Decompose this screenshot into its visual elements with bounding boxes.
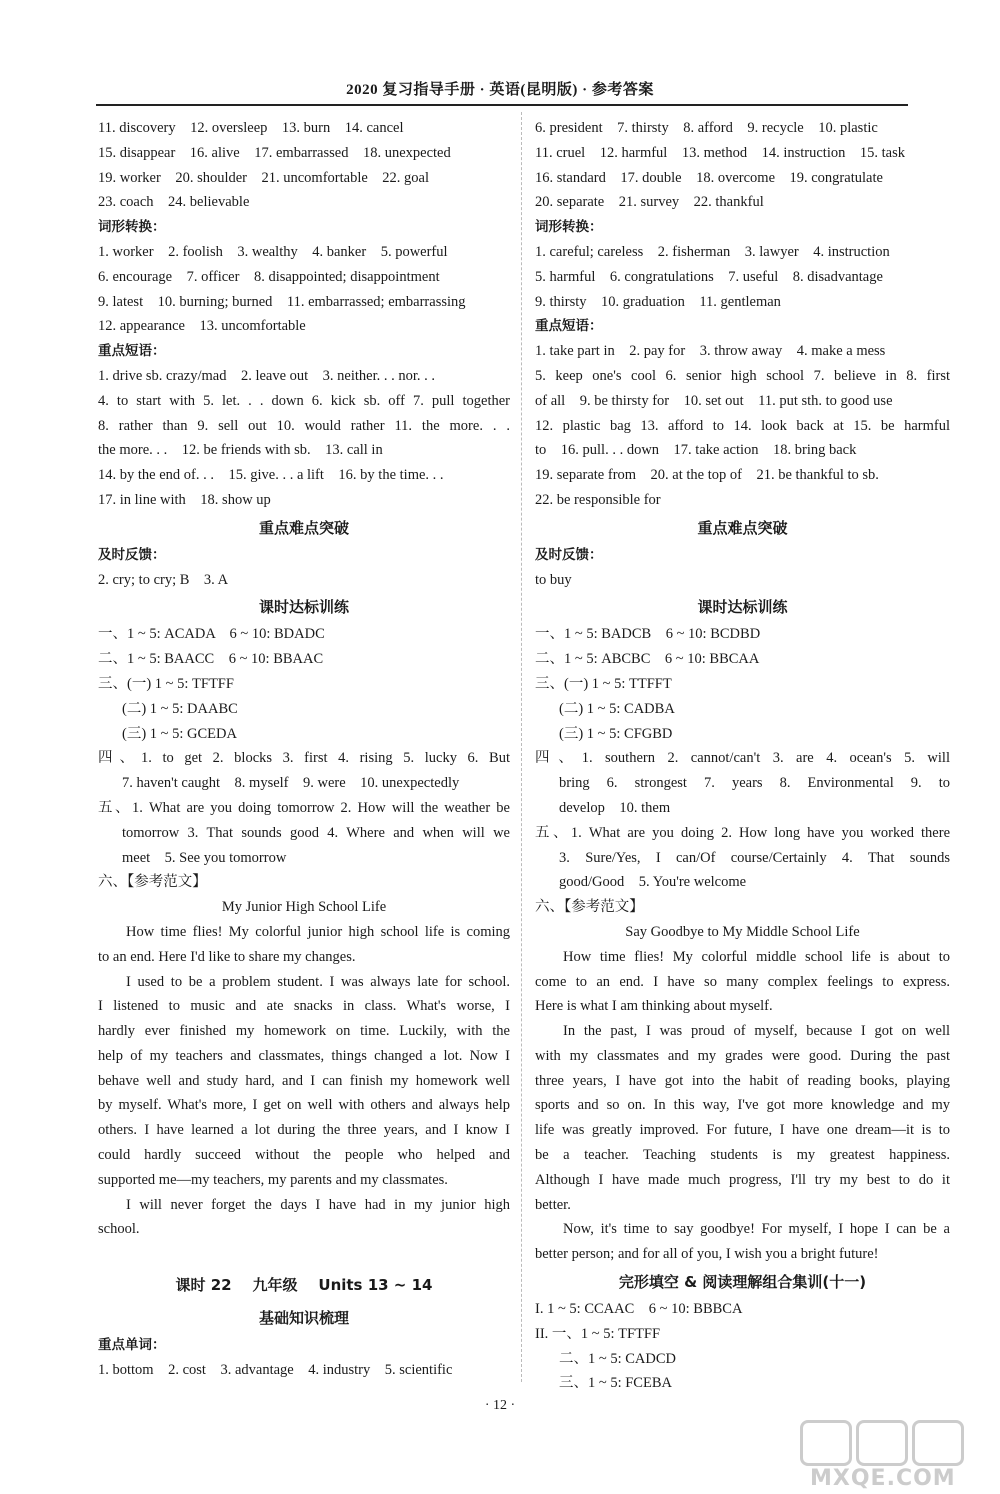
- text-line: Here is what I am thinking about myself.: [535, 998, 773, 1015]
- section-heading: 课时 22 九年级 Units 13 ~ 14: [175, 1276, 433, 1295]
- text-line: 11. discovery 12. oversleep 13. burn 14. cancel: [98, 120, 404, 136]
- text-line: 二、1 ~ 5: ABCBC 6 ~ 10: BBCAA: [535, 651, 760, 668]
- text-line: 五、1. What are you doing tomorrow 2. How will the weather be: [98, 799, 510, 816]
- text-line: come to an end. I have so many complex feelings to express.: [535, 973, 950, 990]
- text-line: hardly ever finished my homework on time. Luckily, with the: [98, 1023, 510, 1040]
- text-line: 15. disappear 16. alive 17. embarrassed 18. unexpected: [98, 144, 451, 161]
- text-line: (三) 1 ~ 5: GCEDA: [122, 725, 237, 742]
- text-line: How time flies! My colorful middle school life is about to: [563, 948, 950, 965]
- text-line: with my classmates and my grades were good. During the past: [535, 1047, 950, 1064]
- text-line: of all 9. be thirsty for 10. set out 11. put sth. to good use: [535, 392, 893, 409]
- text-line: Now, it's time to say goodbye! For myself, I hope I can be a: [563, 1221, 950, 1238]
- section-heading: 课时达标训练: [258, 598, 349, 617]
- text-line: 三、1 ~ 5: FCEBA: [559, 1375, 672, 1392]
- text-line: Say Goodbye to My Middle School Life: [625, 923, 860, 940]
- text-line: 6. encourage 7. officer 8. disappointed; disappointment: [98, 268, 440, 285]
- text-line: others. I have learned a lot during the three years, and I know I: [98, 1122, 510, 1139]
- text-line: How time flies! My colorful junior high school life is coming: [126, 923, 510, 940]
- text-line: better person; and for all of you, I wish you a bright future!: [535, 1246, 879, 1263]
- subheading: 重点短语：: [98, 343, 166, 360]
- text-line: 1. bottom 2. cost 3. advantage 4. industry 5. scientific: [98, 1361, 453, 1378]
- text-line: 19. worker 20. shoulder 21. uncomfortable 22. goal: [98, 169, 430, 186]
- text-line: bring 6. strongest 7. years 8. Environmental 9. to: [559, 775, 950, 792]
- text-line: [98, 1242, 510, 1267]
- watermark-site: MXQE.COM: [810, 1466, 956, 1491]
- column-divider: [521, 112, 522, 1382]
- left-column: [98, 116, 510, 1383]
- text-line: 四、1. southern 2. cannot/can't 3. are 4. ocean's 5. will: [535, 750, 950, 767]
- text-line: 1. drive sb. crazy/mad 2. leave out 3. neither. . . nor. . .: [98, 367, 436, 384]
- text-line: meet 5. See you tomorrow: [122, 849, 287, 866]
- text-line: 一、1 ~ 5: BADCB 6 ~ 10: BCDBD: [535, 626, 761, 643]
- section-heading: 基础知识梳理: [258, 1309, 349, 1328]
- text-line: by myself. What's more, I get on well with others and always help: [98, 1097, 510, 1114]
- text-line: could hardly succeed without the people who helped and: [98, 1147, 510, 1164]
- text-line: 22. be responsible for: [535, 491, 661, 508]
- text-line: to an end. Here I'd like to share my changes.: [98, 948, 356, 965]
- text-line: school.: [98, 1221, 140, 1238]
- text-line: 五、1. What are you doing 2. How long have you worked there: [535, 824, 950, 841]
- text-line: good/Good 5. You're welcome: [559, 874, 747, 891]
- text-line: 6. president 7. thirsty 8. afford 9. recycle 10. plastic: [535, 120, 878, 136]
- text-line: 二、1 ~ 5: BAACC 6 ~ 10: BBAAC: [98, 651, 324, 668]
- text-line: help of my teachers and classmates, things changed a lot. Now I: [98, 1047, 510, 1064]
- section-heading: 重点难点突破: [258, 518, 349, 537]
- text-line: 5. harmful 6. congratulations 7. useful 8. disadvantage: [535, 268, 883, 285]
- right-column: [535, 116, 950, 1396]
- text-line: behave well and study hard, and I can finish my homework well: [98, 1072, 510, 1089]
- text-line: 16. standard 17. double 18. overcome 19. congratulate: [535, 169, 883, 186]
- text-line: (三) 1 ~ 5: CFGBD: [559, 725, 673, 742]
- header-rule: [96, 104, 908, 106]
- text-line: to 16. pull. . . down 17. take action 18. bring back: [535, 442, 857, 459]
- text-line: 12. plastic bag 13. afford to 14. look back at 15. be harmful: [535, 417, 950, 434]
- text-line: 1. worker 2. foolish 3. wealthy 4. banker 5. powerful: [98, 243, 448, 260]
- watermark-box: [912, 1420, 964, 1466]
- page-number: · 12 ·: [484, 1398, 516, 1413]
- text-line: 三、(一) 1 ~ 5: TTFFT: [535, 675, 672, 692]
- text-line: tomorrow 3. That sounds good 4. Where and when will we: [122, 824, 510, 841]
- text-line: 4. to start with 5. let. . . down 6. kick sb. off 7. pull together: [98, 392, 510, 409]
- text-line: (二) 1 ~ 5: DAABC: [122, 700, 238, 717]
- text-line: three years, I have got into the habit of reading books, playing: [535, 1072, 950, 1089]
- subheading: 重点短语：: [535, 318, 603, 335]
- running-header: 2020 复习指导手册 · 英语(昆明版) · 参考答案: [346, 82, 654, 98]
- watermark-box: [856, 1420, 908, 1466]
- text-line: II. 一、1 ~ 5: TFTFF: [535, 1325, 661, 1342]
- text-line: In the past, I was proud of myself, because I got on well: [563, 1023, 950, 1040]
- text-line: the more. . . 12. be friends with sb. 13. call in: [98, 442, 383, 459]
- text-line: (二) 1 ~ 5: CADBA: [559, 700, 675, 717]
- text-line: 23. coach 24. believable: [98, 194, 250, 211]
- text-line: to buy: [535, 571, 572, 588]
- text-line: I. 1 ~ 5: CCAAC 6 ~ 10: BBBCA: [535, 1301, 743, 1318]
- text-line: Although I have made much progress, I'll try my best to do it: [535, 1171, 950, 1188]
- text-line: I listened to music and ate snacks in class. What's worse, I: [98, 998, 510, 1015]
- text-line: 2. cry; to cry; B 3. A: [98, 571, 229, 588]
- text-line: 3. Sure/Yes, I can/Of course/Certainly 4. That sounds: [559, 849, 950, 866]
- text-line: 二、1 ~ 5: CADCD: [559, 1350, 677, 1367]
- text-line: 5. keep one's cool 6. senior high school 7. believe in 8. first: [535, 367, 950, 384]
- text-line: 六、【参考范文】: [98, 874, 207, 891]
- subheading: 及时反馈：: [98, 546, 166, 563]
- section-heading: 课时达标训练: [697, 598, 788, 617]
- subheading: 词形转换：: [535, 219, 603, 236]
- watermark-box: [800, 1420, 852, 1466]
- text-line: 六、【参考范文】: [535, 899, 644, 916]
- watermark-logo: [790, 1418, 990, 1490]
- section-heading: 完形填空 & 阅读理解组合集训(十一): [618, 1273, 867, 1292]
- text-line: develop 10. them: [559, 799, 671, 816]
- text-line: 四、1. to get 2. blocks 3. first 4. rising 5. lucky 6. But: [98, 750, 510, 767]
- text-line: 三、(一) 1 ~ 5: TFTFF: [98, 675, 234, 692]
- text-line: 9. thirsty 10. graduation 11. gentleman: [535, 293, 781, 310]
- text-line: 14. by the end of. . . 15. give. . . a lift 16. by the time. . .: [98, 467, 444, 484]
- text-line: I will never forget the days I have had in my junior high: [126, 1196, 510, 1213]
- text-line: 12. appearance 13. uncomfortable: [98, 318, 306, 335]
- text-line: 1. take part in 2. pay for 3. throw away 4. make a mess: [535, 343, 886, 360]
- subheading: 重点单词：: [98, 1337, 166, 1354]
- text-line: 17. in line with 18. show up: [98, 491, 271, 508]
- text-line: supported me—my teachers, my parents and my classmates.: [98, 1171, 448, 1188]
- text-line: 19. separate from 20. at the top of 21. be thankful to sb.: [535, 467, 879, 484]
- text-line: 20. separate 21. survey 22. thankful: [535, 194, 764, 211]
- text-line: life was greatly improved. For future, I have one dream—it is to: [535, 1122, 950, 1139]
- text-line: 9. latest 10. burning; burned 11. embarrassed; embarrassing: [98, 293, 466, 310]
- text-line: 1. careful; careless 2. fisherman 3. lawyer 4. instruction: [535, 243, 890, 260]
- section-heading: 重点难点突破: [697, 518, 788, 537]
- text-line: 11. cruel 12. harmful 13. method 14. instruction 15. task: [535, 144, 905, 161]
- text-line: 一、1 ~ 5: ACADA 6 ~ 10: BDADC: [98, 626, 325, 643]
- subheading: 词形转换：: [98, 219, 166, 236]
- text-line: better.: [535, 1196, 571, 1213]
- text-line: My Junior High School Life: [221, 899, 387, 916]
- text-line: be a teacher. Teaching students is my greatest happiness.: [535, 1147, 950, 1164]
- subheading: 及时反馈：: [535, 546, 603, 563]
- text-line: I used to be a problem student. I was always late for school.: [126, 973, 510, 990]
- text-line: 7. haven't caught 8. myself 9. were 10. unexpectedly: [122, 775, 460, 792]
- text-line: 8. rather than 9. sell out 10. would rather 11. the more. . .: [98, 417, 510, 434]
- text-line: sports and so on. In this way, I've got more knowledge and my: [535, 1097, 950, 1114]
